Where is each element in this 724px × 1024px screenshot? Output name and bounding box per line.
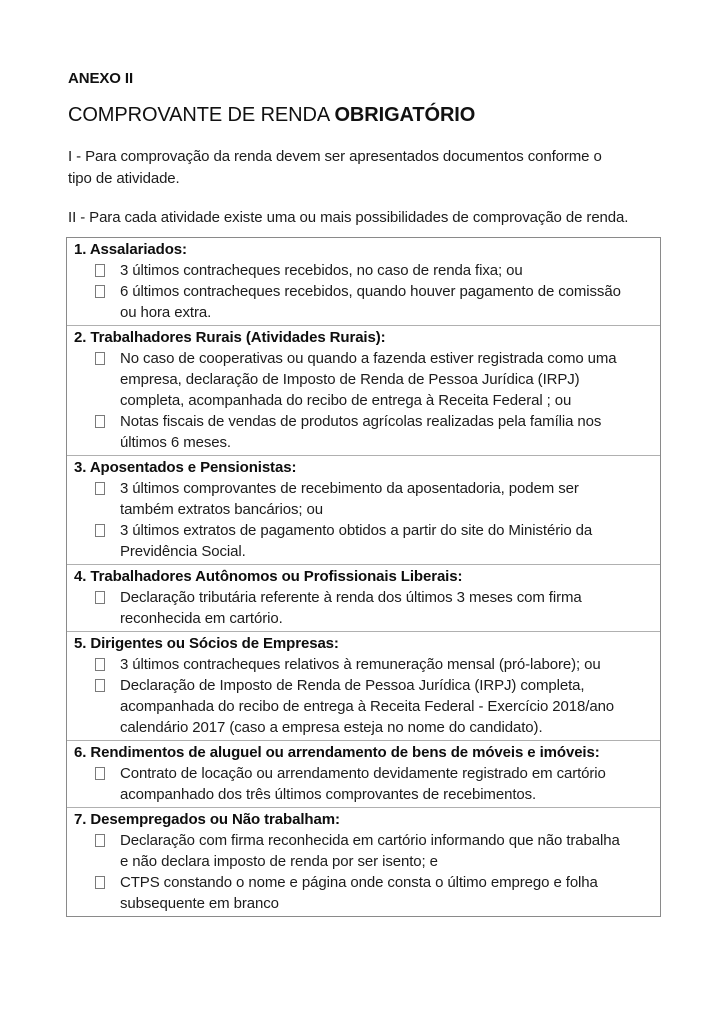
section-title: 2. Trabalhadores Rurais (Atividades Rurais): [74,329,386,346]
text-line: 3 últimos comprovantes de recebimento da aposentadoria, podem ser [120,480,579,497]
item-text [120,675,654,738]
list-item [74,520,654,562]
section-dirigentes [67,631,660,740]
list-item [74,675,654,738]
text-line: 3 últimos contracheques relativos à remuneração mensal (pró-labore); ou [120,656,601,673]
checkbox-bullet-icon [95,679,105,692]
checkbox-bullet-icon [95,352,105,365]
section-title: 5. Dirigentes ou Sócios de Empresas: [74,635,339,652]
section-title: 3. Aposentados e Pensionistas: [74,459,297,476]
checkbox-bullet-icon [95,767,105,780]
text-line: e não declara imposto de renda por ser isento; e [120,853,438,870]
item-text [120,654,654,675]
text-line: acompanhado dos três últimos comprovantes de recebimentos. [120,786,537,803]
section-rendimentos-aluguel [67,740,660,807]
item-text [120,260,654,281]
checkbox-bullet-icon [95,285,105,298]
checkbox-bullet-icon [95,591,105,604]
item-text [120,872,654,914]
text-line: Declaração com firma reconhecida em cartório informando que não trabalha [120,832,620,849]
text-line: completa, acompanhada do recibo de entrega à Receita Federal ; ou [120,392,572,409]
list-item [74,654,654,675]
annex-heading: ANEXO II [68,70,134,87]
list-item [74,587,654,629]
list-item [74,830,654,872]
text-line: CTPS constando o nome e página onde consta o último emprego e folha [120,874,598,891]
page-title [68,104,475,127]
text-line: 6 últimos contracheques recebidos, quando houver pagamento de comissão [120,283,621,300]
page-title-bold: OBRIGATÓRIO [334,104,476,126]
checkbox-bullet-icon [95,264,105,277]
text-line: ou hora extra. [120,304,212,321]
item-text [120,281,654,323]
text-line: subsequente em branco [120,895,279,912]
text-line: Declaração de Imposto de Renda de Pessoa Jurídica (IRPJ) completa, [120,677,585,694]
text-line: Notas fiscais de vendas de produtos agrícolas realizadas pela família nos [120,413,602,430]
list-item [74,478,654,520]
section-assalariados [67,238,660,325]
checkbox-bullet-icon [95,876,105,889]
text-line: também extratos bancários; ou [120,501,324,518]
section-desempregados [67,807,660,916]
section-trabalhadores-rurais [67,325,660,455]
text-line: acompanhada do recibo de entrega à Receita Federal - Exercício 2018/ano [120,698,615,715]
list-item [74,872,654,914]
item-text [120,478,654,520]
section-title: 6. Rendimentos de aluguel ou arrendamento de bens de móveis e imóveis: [74,744,600,761]
intro-paragraph-2 [68,207,628,229]
text-line: 3 últimos contracheques recebidos, no caso de renda fixa; ou [120,262,523,279]
item-text [120,348,654,411]
text-line: Declaração tributária referente à renda dos últimos 3 meses com firma [120,589,582,606]
page-title-regular: COMPROVANTE DE RENDA [68,104,335,126]
checkbox-bullet-icon [95,415,105,428]
list-item [74,348,654,411]
text-line: No caso de cooperativas ou quando a fazenda estiver registrada como uma [120,350,617,367]
section-title: 7. Desempregados ou Não trabalham: [74,811,340,828]
list-item [74,411,654,453]
item-text [120,830,654,872]
section-title: 1. Assalariados: [74,241,187,258]
text-line: últimos 6 meses. [120,434,231,451]
item-text [120,411,654,453]
item-text [120,587,654,629]
list-item [74,763,654,805]
text-line: I - Para comprovação da renda devem ser apresentados documentos conforme o [68,148,602,165]
text-line: tipo de atividade. [68,170,180,187]
text-line: Contrato de locação ou arrendamento devidamente registrado em cartório [120,765,606,782]
income-proof-table [66,237,661,917]
item-text [120,520,654,562]
intro-paragraph-1 [68,146,602,190]
section-aposentados [67,455,660,564]
checkbox-bullet-icon [95,524,105,537]
item-text [120,763,654,805]
text-line: II - Para cada atividade existe uma ou mais possibilidades de comprovação de renda. [68,209,629,226]
text-line: empresa, declaração de Imposto de Renda de Pessoa Jurídica (IRPJ) [120,371,580,388]
checkbox-bullet-icon [95,834,105,847]
list-item [74,281,654,323]
text-line: reconhecida em cartório. [120,610,283,627]
text-line: Previdência Social. [120,543,246,560]
section-title: 4. Trabalhadores Autônomos ou Profissionais Liberais: [74,568,463,585]
text-line: calendário 2017 (caso a empresa esteja no nome do candidato). [120,719,543,736]
checkbox-bullet-icon [95,482,105,495]
section-autonomos [67,564,660,631]
text-line: 3 últimos extratos de pagamento obtidos a partir do site do Ministério da [120,522,593,539]
checkbox-bullet-icon [95,658,105,671]
list-item [74,260,654,281]
